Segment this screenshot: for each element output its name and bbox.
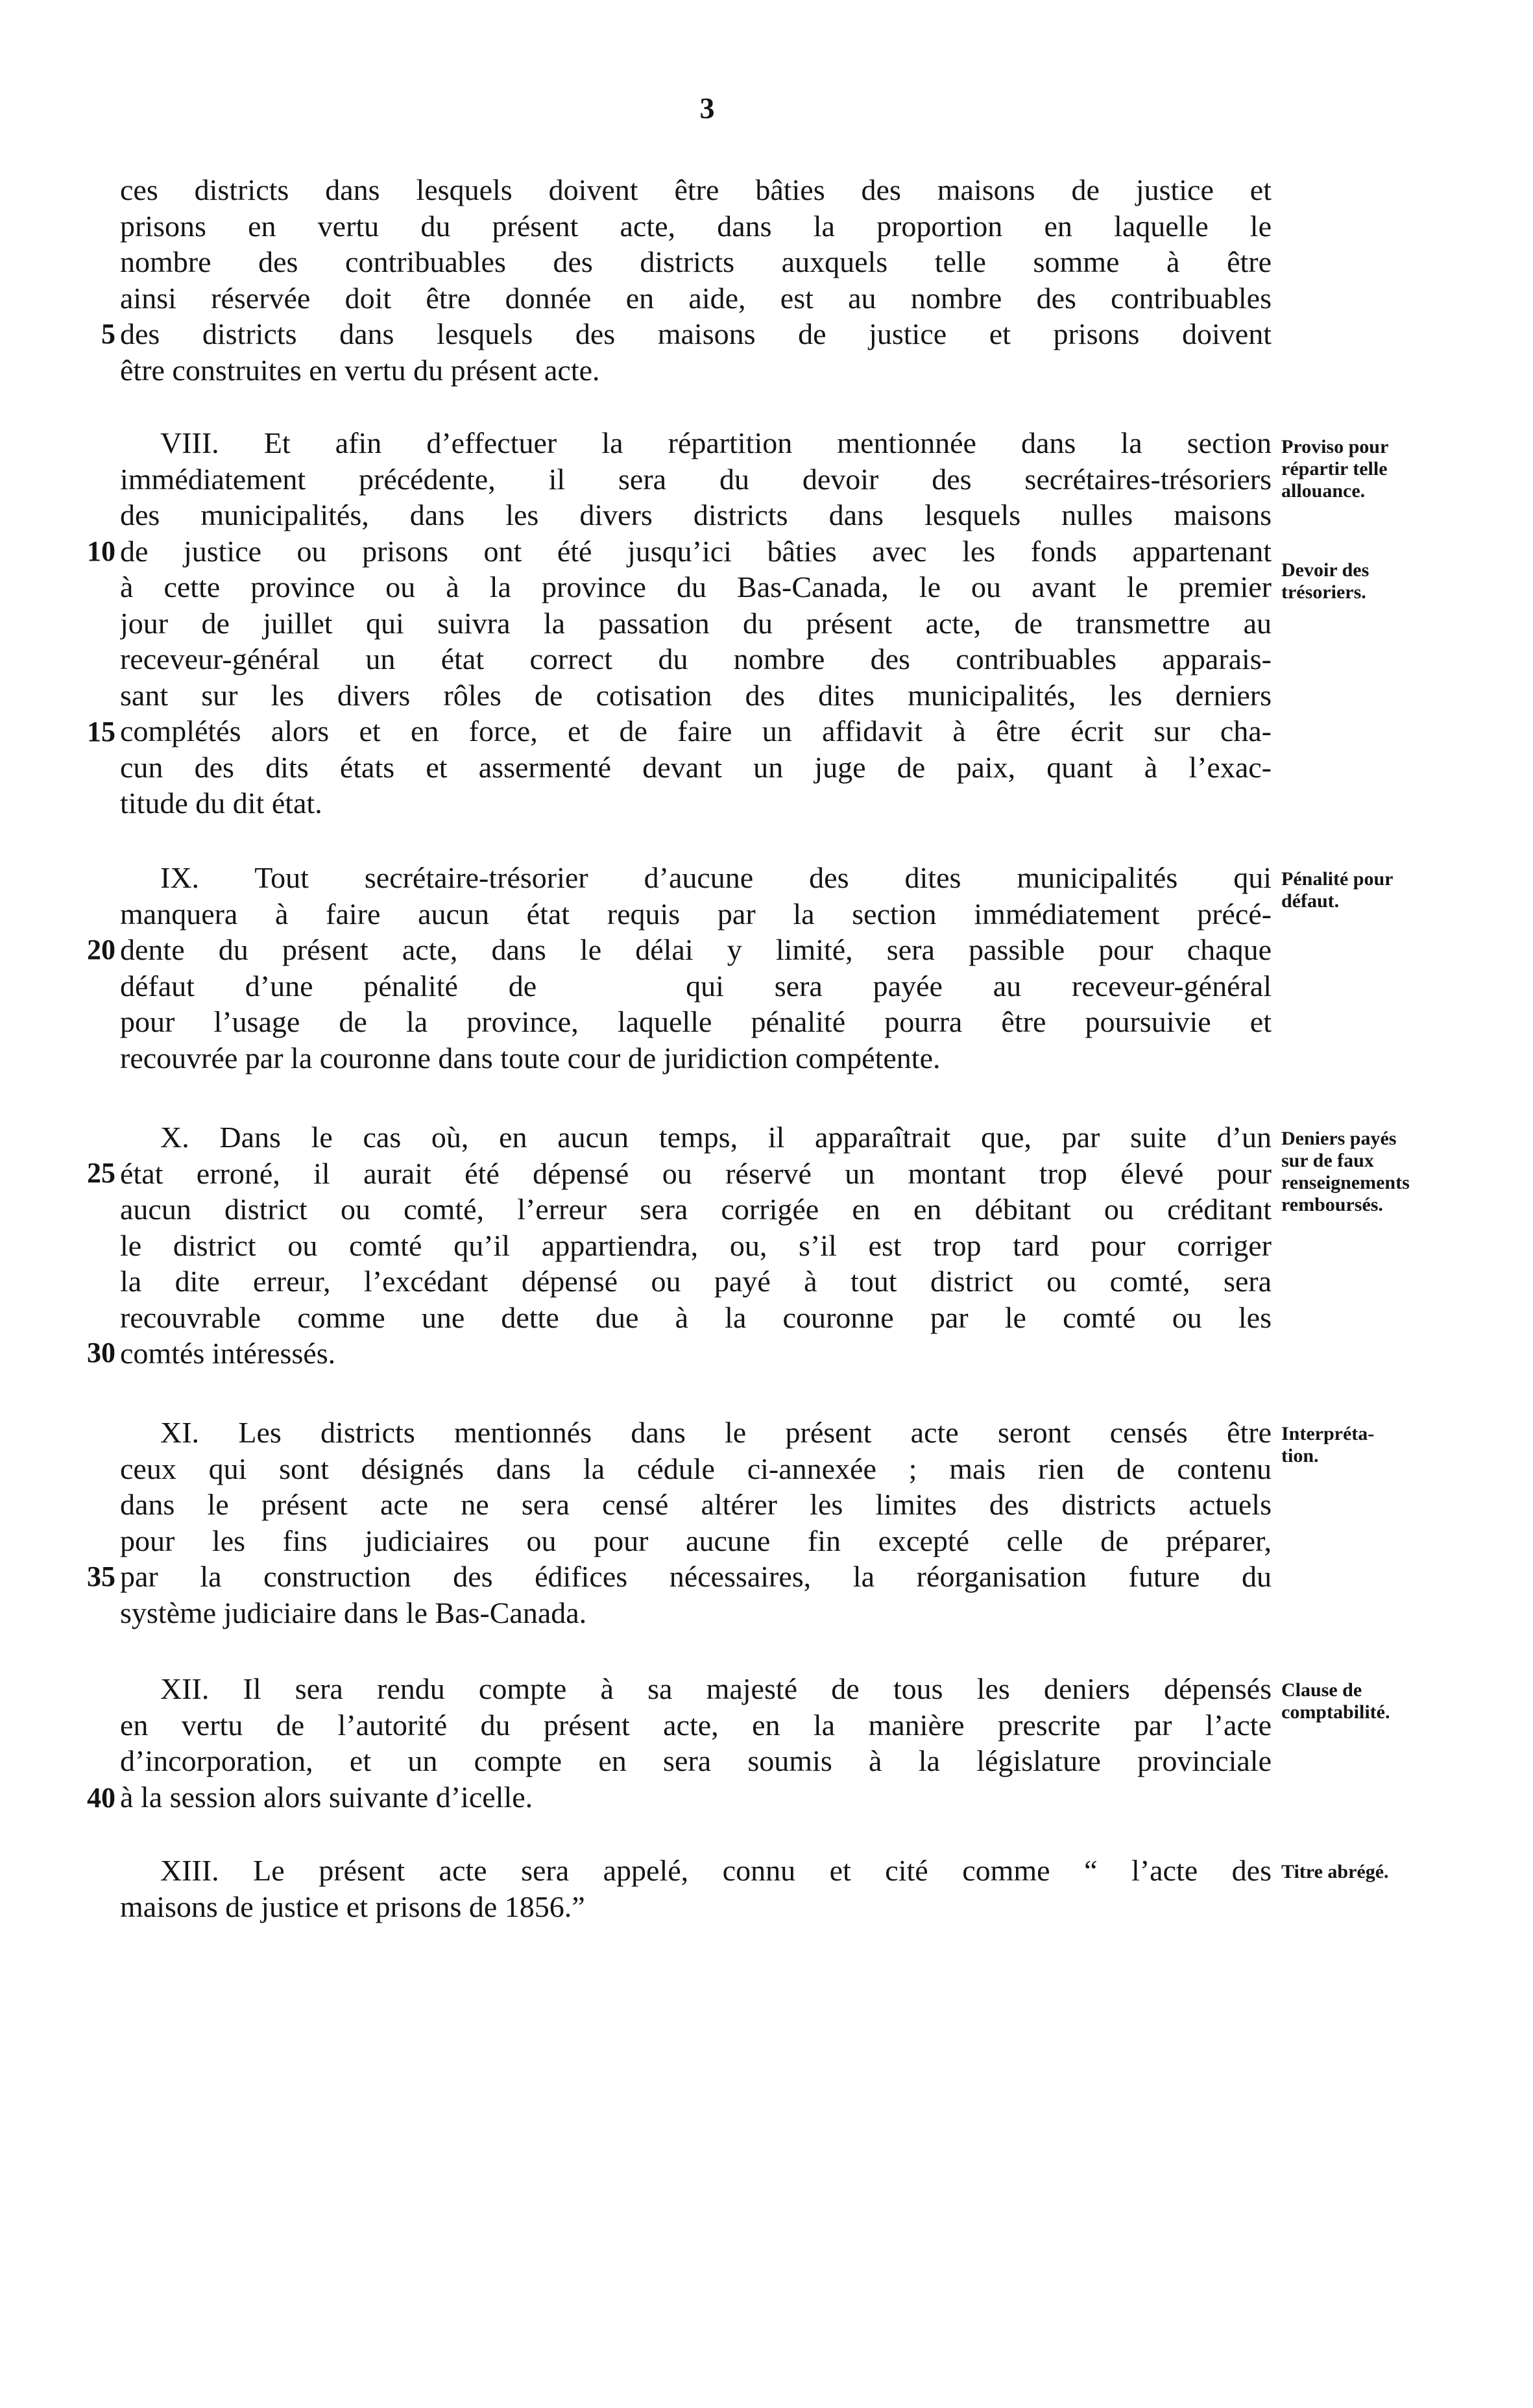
text-line: VIII. Et afin d’effectuer la répartition mentionnée dans la section [160,426,1272,459]
margin-note-line: sur de faux [1281,1150,1374,1171]
text-line: sant sur les divers rôles de cotisation des dites municipalités, les derniers [120,678,1272,712]
text-line: d’incorporation, et un compte en sera soumis à la législature provinciale [120,1744,1272,1777]
section-x [120,1119,1272,1372]
margin-note-line: remboursés. [1281,1194,1383,1215]
margin-note-clause [1281,1679,1456,1723]
text-line: recouvrable comme une dette due à la couronne par le comté ou les [120,1300,1272,1334]
margin-note-line: trésoriers. [1281,581,1366,603]
text-line: cun des dits états et assermenté devant un juge de paix, quant à l’exac- [120,750,1272,784]
text-line: le district ou comté qu’il appartiendra, ou, s’il est trop tard pour corriger [120,1228,1272,1262]
text-line: à cette province ou à la province du Bas-Canada, le ou avant le premier [120,570,1272,603]
text-line: nombre des contribuables des districts auxquels telle somme à être [120,245,1272,278]
margin-note-line: Devoir des [1281,559,1370,581]
text-line: IX. Tout secrétaire-trésorier d’aucune des dites municipalités qui [160,861,1272,894]
margin-note-interpretation [1281,1423,1456,1467]
text-line: titude du dit état. [120,786,322,820]
text-fragment: défaut d’une pénalité de [120,969,537,1003]
margin-note-deniers [1281,1128,1456,1216]
margin-note-line: défaut. [1281,890,1340,912]
text-line [120,968,1272,1004]
line-number: 15 [87,716,115,748]
margin-note-line: comptabilité. [1281,1701,1390,1723]
text-line: des districts dans lesquels des maisons de justice et prisons doivent [120,317,1272,350]
margin-note-line: Interpréta- [1281,1423,1375,1444]
text-line: ceux qui sont désignés dans la cédule ci-annexée ; mais rien de contenu [120,1452,1272,1485]
text-line: dans le présent acte ne sera censé altérer les limites des districts actuels [120,1488,1272,1521]
margin-note-line: Titre abrégé. [1281,1861,1389,1882]
text-line: en vertu de l’autorité du présent acte, en la manière prescrite par l’acte [120,1708,1272,1742]
section-xii [120,1671,1272,1815]
margin-note-line: allouance. [1281,480,1366,502]
margin-note-line: Deniers payés [1281,1128,1397,1149]
page-number: 3 [699,91,715,125]
margin-note-proviso [1281,436,1456,502]
margin-note-line: Pénalité pour [1281,868,1394,890]
line-number: 30 [87,1337,115,1368]
section-xiii [120,1853,1272,1925]
line-number: 25 [87,1157,115,1189]
margin-note-devoir [1281,559,1456,603]
section-xi [120,1415,1272,1631]
text-line: système judiciaire dans le Bas-Canada. [120,1596,587,1629]
margin-note-line: tion. [1281,1445,1319,1466]
section-viii [120,425,1272,821]
text-line: comtés intéressés. [120,1337,336,1370]
text-line: XI. Les districts mentionnés dans le présent acte seront censés être [160,1416,1272,1449]
text-line: XII. Il sera rendu compte à sa majesté de tous les deniers dépensés [160,1672,1272,1705]
text-line: complétés alors et en force, et de faire un affidavit à être écrit sur cha- [120,714,1272,748]
section-ix [120,860,1272,1076]
text-line: de justice ou prisons ont été jusqu’ici bâties avec les fonds appartenant [120,534,1272,568]
margin-note-line: répartir telle [1281,458,1388,480]
line-number: 10 [87,535,115,567]
text-line: par la construction des édifices nécessaires, la réorganisation future du [120,1560,1272,1593]
margin-note-line: renseignements [1281,1172,1410,1193]
line-number: 20 [87,934,115,966]
text-line: la dite erreur, l’excédant dépensé ou payé à tout district ou comté, sera [120,1265,1272,1298]
margin-note-penalite [1281,868,1456,912]
text-line: receveur-général un état correct du nombre des contribuables apparais- [120,642,1272,675]
paragraph-continuation [120,172,1272,388]
text-line: état erroné, il aurait été dépensé ou réservé un montant trop élevé pour [120,1156,1272,1190]
text-line: ainsi réservée doit être donnée en aide, est au nombre des contribuables [120,281,1272,315]
margin-note-line: Clause de [1281,1679,1362,1701]
text-line: jour de juillet qui suivra la passation du présent acte, de transmettre au [120,606,1272,640]
text-line: X. Dans le cas où, en aucun temps, il apparaîtrait que, par suite d’un [160,1121,1272,1154]
text-fragment: qui sera payée au receveur-général [686,969,1272,1003]
line-number: 40 [87,1782,115,1814]
text-line: recouvrée par la couronne dans toute cour de juridiction compétente. [120,1041,941,1075]
text-line: maisons de justice et prisons de 1856.” [120,1890,585,1923]
margin-note-line: Proviso pour [1281,436,1389,457]
line-number: 5 [101,318,115,350]
text-line: pour les fins judiciaires ou pour aucune fin excepté celle de préparer, [120,1524,1272,1557]
text-line: à la session alors suivante d’icelle. [120,1780,533,1814]
line-number: 35 [87,1561,115,1592]
text-line: immédiatement précédente, il sera du devoir des secrétaires-trésoriers [120,462,1272,496]
text-line: pour l’usage de la province, laquelle pénalité pourra être poursuivie et [120,1005,1272,1038]
text-line: XIII. Le présent acte sera appelé, connu et cité comme “ l’acte des [160,1854,1272,1887]
text-line: des municipalités, dans les divers districts dans lesquels nulles maisons [120,498,1272,531]
text-line: aucun district ou comté, l’erreur sera corrigée en en débitant ou créditant [120,1193,1272,1226]
margin-note-titre [1281,1861,1456,1883]
text-line: dente du présent acte, dans le délai y limité, sera passible pour chaque [120,933,1272,966]
text-line: prisons en vertu du présent acte, dans la proportion en laquelle le [120,209,1272,243]
text-line: manquera à faire aucun état requis par la section immédiatement précé- [120,897,1272,930]
text-line: ces districts dans lesquels doivent être bâties des maisons de justice et [120,173,1272,206]
text-line: être construites en vertu du présent acte. [120,353,600,387]
